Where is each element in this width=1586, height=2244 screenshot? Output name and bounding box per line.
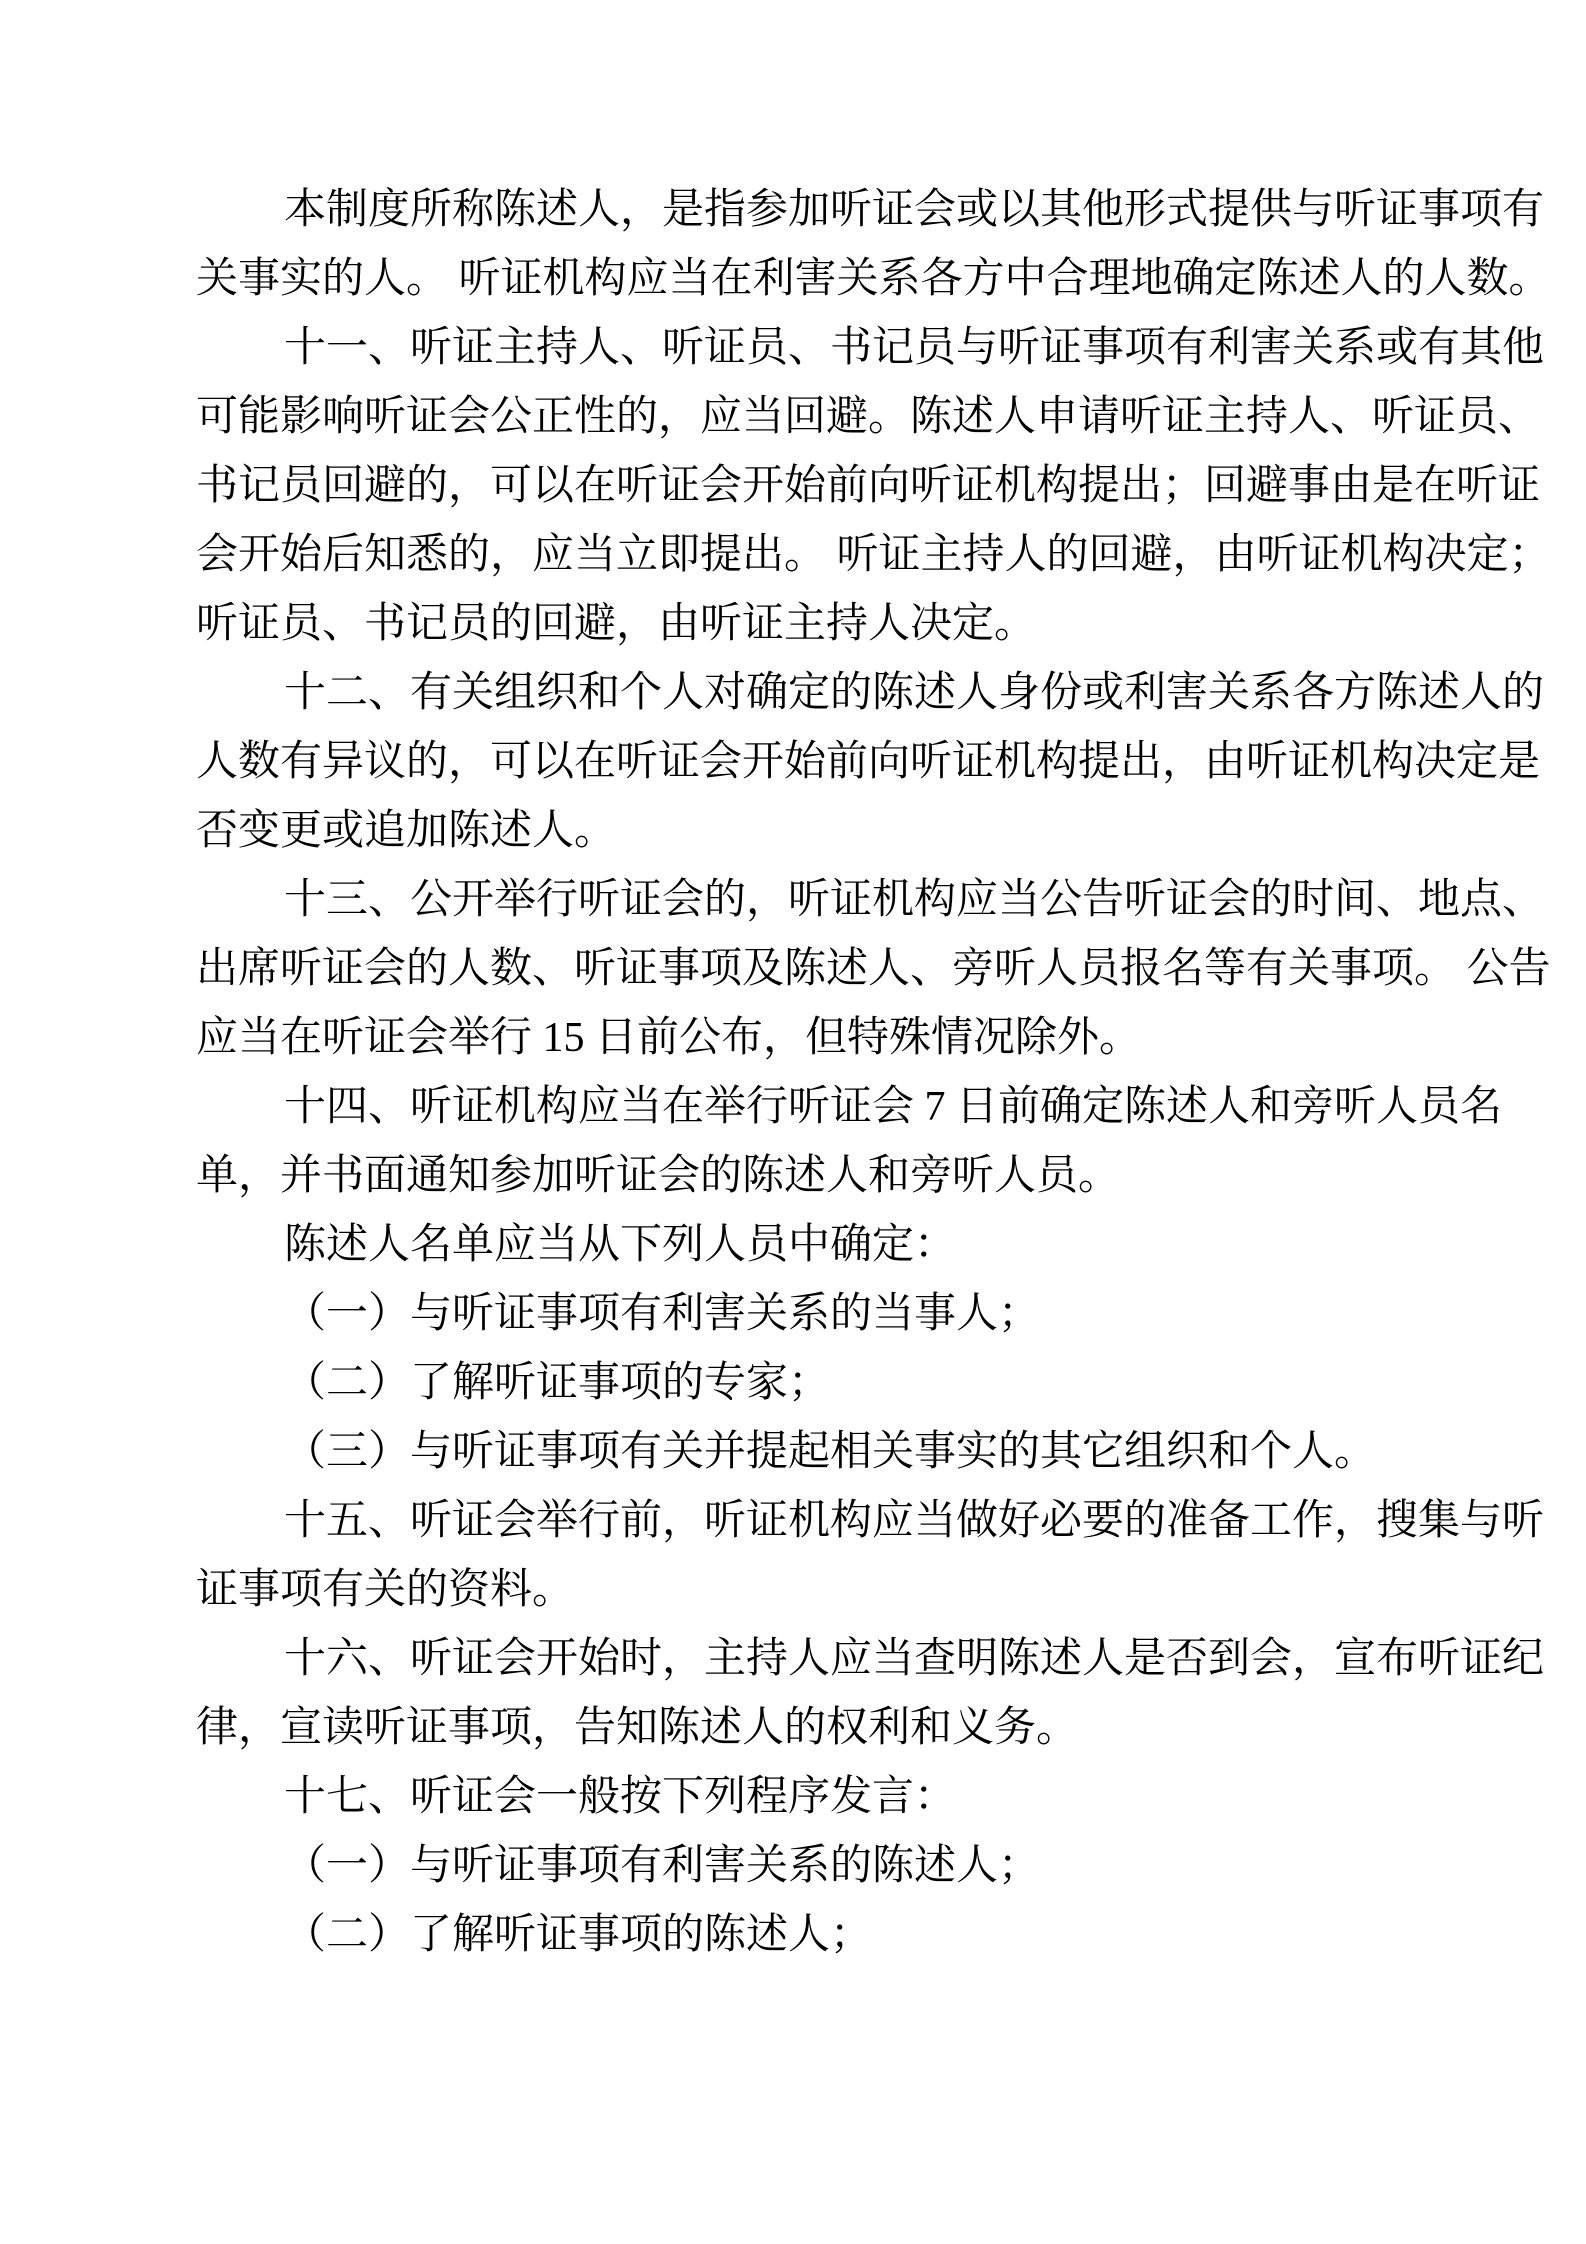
text-line-9: 人数有异议的，可以在听证会开始前向听证机构提出，由听证机构决定是 xyxy=(196,739,1541,785)
text-line-11: 十三、公开举行听证会的，听证机构应当公告听证会的时间、地点、 xyxy=(284,877,1545,923)
text-line-24: 十七、听证会一般按下列程序发言： xyxy=(284,1774,957,1820)
text-line-19: （三）与听证事项有关并提起相关事实的其它组织和个人。 xyxy=(284,1429,1377,1475)
text-line-17: （一）与听证事项有利害关系的当事人； xyxy=(284,1291,1041,1337)
text-line-8: 十二、有关组织和个人对确定的陈述人身份或利害关系各方陈述人的 xyxy=(284,670,1545,716)
text-line-23: 律，宣读听证事项，告知陈述人的权利和义务。 xyxy=(196,1705,1079,1751)
text-line-20: 十五、听证会举行前，听证机构应当做好必要的准备工作，搜集与听 xyxy=(284,1498,1545,1544)
text-line-18: （二）了解听证事项的专家； xyxy=(284,1360,831,1406)
text-line-5: 书记员回避的，可以在听证会开始前向听证机构提出；回避事由是在听证 xyxy=(196,463,1541,509)
text-line-12: 出席听证会的人数、听证事项及陈述人、旁听人员报名等有关事项。 公告 xyxy=(196,946,1551,992)
text-line-15: 单，并书面通知参加听证会的陈述人和旁听人员。 xyxy=(196,1153,1121,1199)
text-line-22: 十六、听证会开始时，主持人应当查明陈述人是否到会，宣布听证纪 xyxy=(284,1636,1545,1682)
text-line-13: 应当在听证会举行 15 日前公布，但特殊情况除外。 xyxy=(196,1015,1142,1061)
text-line-25: （一）与听证事项有利害关系的陈述人； xyxy=(284,1843,1041,1889)
text-line-26: （二）了解听证事项的陈述人； xyxy=(284,1912,873,1958)
document-body xyxy=(196,176,1551,1970)
text-line-14: 十四、听证机构应当在举行听证会 7 日前确定陈述人和旁听人员名 xyxy=(284,1084,1503,1130)
text-line-10: 否变更或追加陈述人。 xyxy=(196,808,617,854)
text-line-3: 十一、听证主持人、听证员、书记员与听证事项有利害关系或有其他 xyxy=(284,325,1545,371)
text-line-2: 关事实的人。 听证机构应当在利害关系各方中合理地确定陈述人的人数。 xyxy=(196,256,1551,302)
text-line-21: 证事项有关的资料。 xyxy=(196,1567,575,1613)
text-line-6: 会开始后知悉的，应当立即提出。 听证主持人的回避，由听证机构决定； xyxy=(196,532,1551,578)
text-line-4: 可能影响听证会公正性的，应当回避。陈述人申请听证主持人、听证员、 xyxy=(196,394,1541,440)
text-line-7: 听证员、书记员的回避，由听证主持人决定。 xyxy=(196,601,1037,647)
text-line-16: 陈述人名单应当从下列人员中确定： xyxy=(284,1222,957,1268)
text-line-1: 本制度所称陈述人，是指参加听证会或以其他形式提供与听证事项有 xyxy=(284,187,1545,233)
